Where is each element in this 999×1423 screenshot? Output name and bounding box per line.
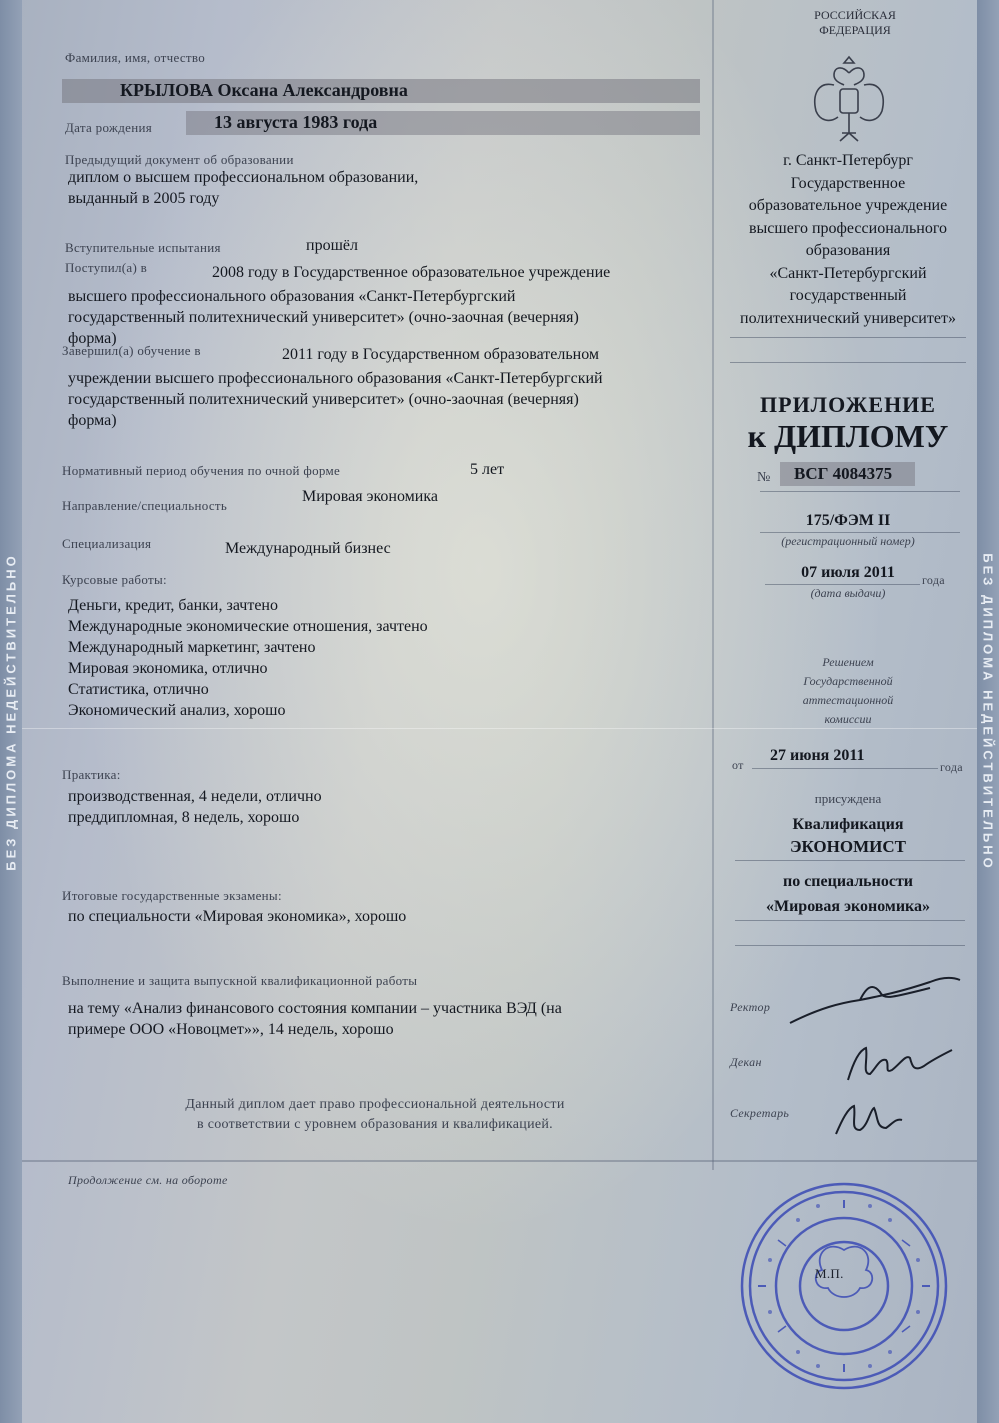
specialization-label: Специализация <box>62 536 152 551</box>
number-sign: № <box>757 470 771 485</box>
coursework-list <box>68 595 428 721</box>
thesis-text <box>68 998 562 1040</box>
rights-line: Данный диплом дает право профессиональной деятельности <box>185 1097 565 1112</box>
country-line: ФЕДЕРАЦИЯ <box>819 23 891 37</box>
country-line: РОССИЙСКАЯ <box>814 8 896 22</box>
institution-line: высшего профессионального <box>749 219 947 237</box>
practice-item: производственная, 4 недели, отлично <box>68 788 322 805</box>
prev-doc-line: выданный в 2005 году <box>68 190 220 207</box>
entrance-label: Вступительные испытания <box>65 240 221 255</box>
enrolled-line: государственный политехнический университет» (очно-заочная (вечерняя) <box>68 309 579 326</box>
qualification-value: ЭКОНОМИСТ <box>790 837 906 856</box>
official-stamp-icon <box>738 1180 950 1392</box>
period-value: 5 лет <box>470 461 505 478</box>
coat-of-arms-icon <box>804 55 894 155</box>
specialization-value: Международный бизнес <box>225 540 391 557</box>
right-warning-strip <box>977 0 999 1423</box>
practice-label: Практика: <box>62 767 121 782</box>
completed-first-line: 2011 году в Государственном образовательном <box>282 346 600 363</box>
dean-label: Декан <box>730 1055 762 1069</box>
decision-line: комиссии <box>824 712 872 726</box>
coursework-item: Деньги, кредит, банки, зачтено <box>68 597 278 614</box>
dob-value: 13 августа 1983 года <box>214 112 378 132</box>
secretary-signature-icon <box>830 1100 910 1140</box>
left-warning-strip <box>0 0 22 1423</box>
registration-number: 175/ФЭМ II <box>805 512 891 529</box>
completed-line: форма) <box>68 412 117 429</box>
decision-line: аттестационной <box>802 693 894 707</box>
issue-year-word: года <box>922 573 945 587</box>
registration-caption: (регистрационный номер) <box>781 534 915 548</box>
continuation-divider <box>22 1160 977 1162</box>
decision-year-word: года <box>940 760 963 774</box>
awarded-word: присуждена <box>814 791 882 806</box>
rights-statement <box>120 1095 630 1135</box>
period-label: Нормативный период обучения по очной форме <box>62 463 341 478</box>
appendix-title: ПРИЛОЖЕНИЕ <box>760 392 936 417</box>
rector-label: Ректор <box>730 1000 771 1014</box>
decision-line: Государственной <box>803 674 893 688</box>
practice-item: преддипломная, 8 недель, хорошо <box>68 809 300 826</box>
divider <box>735 945 965 946</box>
completed-line: государственный политехнический университет» (очно-заочная (вечерняя) <box>68 391 579 408</box>
fio-value: КРЫЛОВА Оксана Александровна <box>120 80 408 100</box>
institution-block <box>728 150 968 330</box>
practice-list <box>68 786 322 828</box>
institution-line: г. Санкт-Петербург <box>783 152 913 169</box>
issue-date: 07 июля 2011 <box>801 564 895 581</box>
dean-signature-icon <box>840 1040 960 1090</box>
decision-block <box>730 653 966 729</box>
thesis-line: на тему «Анализ финансового состояния компании – участника ВЭД (на <box>68 1000 562 1017</box>
institution-line: образовательное учреждение <box>748 197 948 214</box>
prev-doc-line: диплом о высшем профессиональном образовании, <box>68 169 419 186</box>
prev-doc-label: Предыдущий документ об образовании <box>65 152 294 167</box>
right-warning-text: БЕЗ ДИПЛОМА НЕДЕЙСТВИТЕЛЬНО <box>980 552 996 871</box>
thesis-line: примере ООО «Новоцмет»», 14 недель, хорошо <box>68 1021 394 1038</box>
enrolled-line: высшего профессионального образования «Санкт-Петербургский <box>68 288 516 305</box>
direction-value: Мировая экономика <box>302 488 438 505</box>
issue-caption: (дата выдачи) <box>810 586 886 600</box>
appendix-number: ВСГ 4084375 <box>794 464 893 483</box>
divider <box>752 768 938 769</box>
fio-label: Фамилия, имя, отчество <box>65 50 206 65</box>
coursework-label: Курсовые работы: <box>62 572 167 587</box>
enrolled-line: форма) <box>68 330 117 347</box>
appendix-subtitle: к ДИПЛОМУ <box>747 418 949 454</box>
divider <box>730 362 966 363</box>
enrolled-label: Поступил(а) в <box>65 260 148 275</box>
divider <box>760 491 960 492</box>
exams-value: по специальности «Мировая экономика», хорошо <box>68 908 407 925</box>
coursework-item: Международные экономические отношения, зачтено <box>68 618 428 635</box>
direction-label: Направление/специальность <box>62 498 228 513</box>
divider <box>760 532 960 533</box>
exams-label: Итоговые государственные экзамены: <box>62 888 282 903</box>
qualification-spec-value: «Мировая экономика» <box>765 898 931 915</box>
thesis-label: Выполнение и защита выпускной квалификационной работы <box>62 973 418 988</box>
completed-label: Завершил(а) обучение в <box>62 343 201 358</box>
institution-line: политехнический университет» <box>740 309 956 327</box>
institution-line: «Санкт-Петербургский <box>769 264 927 282</box>
left-warning-text: БЕЗ ДИПЛОМА НЕДЕЙСТВИТЕЛЬНО <box>3 552 19 871</box>
divider <box>735 920 965 921</box>
institution-line: государственный <box>789 287 907 304</box>
institution-line: образования <box>805 242 891 259</box>
institution-line: Государственное <box>790 174 906 192</box>
secretary-label: Секретарь <box>730 1106 790 1120</box>
divider <box>735 860 965 861</box>
enrolled-first-line: 2008 году в Государственное образовательное учреждение <box>212 264 611 281</box>
country-header <box>790 8 920 38</box>
decision-date: 27 июня 2011 <box>770 747 865 764</box>
decision-line: Решением <box>822 655 874 669</box>
dob-label: Дата рождения <box>65 120 152 135</box>
prev-doc-value <box>68 167 418 209</box>
qualification-label: Квалификация <box>792 816 904 833</box>
divider <box>765 584 920 585</box>
completed-text <box>68 368 603 431</box>
coursework-item: Экономический анализ, хорошо <box>68 702 286 719</box>
divider <box>730 337 966 338</box>
coursework-item: Международный маркетинг, зачтено <box>68 639 316 656</box>
coursework-item: Статистика, отлично <box>68 681 209 698</box>
vertical-fold-line <box>712 0 714 1170</box>
stamp-mp-label: М.П. <box>815 1266 844 1281</box>
rector-signature-icon <box>780 968 970 1038</box>
decision-from-word: от <box>732 758 744 772</box>
completed-line: учреждении высшего профессионального образования «Санкт-Петербургский <box>68 370 603 387</box>
continuation-note: Продолжение см. на обороте <box>68 1173 228 1187</box>
entrance-value: прошёл <box>306 237 358 254</box>
enrolled-text <box>68 286 579 349</box>
coursework-item: Мировая экономика, отлично <box>68 660 268 677</box>
rights-line: в соответствии с уровнем образования и квалификацией. <box>197 1117 553 1132</box>
qualification-spec-label: по специальности <box>782 873 914 890</box>
